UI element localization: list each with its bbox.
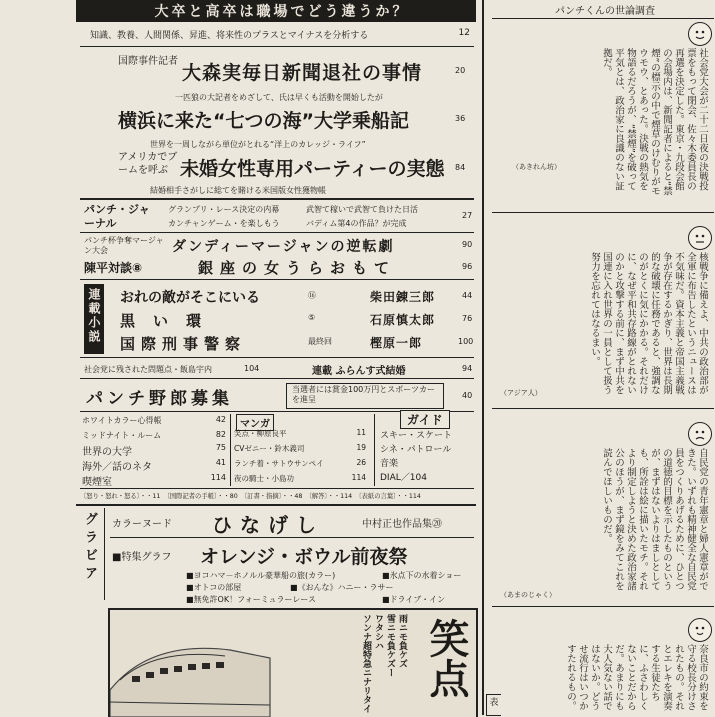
serial-num: 最終回 [308, 337, 332, 346]
opinion-sign: （アジア人） [500, 389, 542, 397]
gravure-credit: 中村正也作品集⑳ [362, 519, 442, 530]
serial-author: 石原慎太郎 [370, 313, 436, 327]
article-title: 大森実毎日新聞退社の事情 [182, 62, 423, 84]
serial-page: 100 [458, 337, 474, 346]
divider [80, 488, 474, 489]
column-item[interactable]: ミッドナイト・ルーム 82 [82, 430, 226, 440]
mahjong-kicker: パンチ杯争奪マージャン大会 [84, 236, 164, 255]
serial-author: 樫原一郎 [370, 336, 423, 350]
serial-page: 44 [462, 291, 473, 300]
misc-left-text: 社会党に残された問題点・飯島宇内 [84, 365, 212, 374]
train-illustration [110, 610, 476, 717]
taidan-title: 銀座の女うらおもて [198, 259, 397, 277]
article-kicker: アメリカでブームを呼ぶ [118, 152, 178, 176]
misc-left-page: 104 [244, 364, 260, 373]
square-icon: ■ [290, 583, 298, 592]
serial-num: ⑤ [308, 313, 316, 322]
journal-page: 27 [462, 211, 473, 220]
manga-item[interactable]: 笑点・柳原良平 11 [234, 428, 366, 438]
opinion-text: 奈良市の約束を守る校長分けされたもの。それとエレキを演奏する生徒たちに、ふさわしくないことだからだ。あまりにも大人気ない話ではないか。どうせ流行はいつかすたれるもの。 [565, 644, 708, 711]
illustration-line: 雪ニモ負ケズー [385, 614, 395, 677]
divider [80, 198, 474, 200]
gravure-kicker: ■特集グラフ [112, 552, 172, 563]
illustration-line: ワタシハ [373, 614, 383, 650]
manga-item[interactable]: ランチ着・サトウサンペイ 26 [234, 458, 366, 468]
divider [80, 46, 474, 47]
divider [80, 378, 474, 379]
face-icon [688, 422, 712, 446]
square-icon: ■ [186, 583, 194, 592]
serial-author: 柴田錬三郎 [370, 290, 436, 304]
column-item[interactable]: 海外／話のネタ 41 [82, 458, 226, 473]
guide-item[interactable]: スキー・スケート [380, 431, 453, 441]
gravure-label: グラビア [82, 512, 97, 584]
journal-item: 武智て稼いで武智て負けた日活 [306, 205, 418, 214]
serial-num: ⑯ [308, 291, 316, 300]
article-page: 84 [455, 163, 466, 172]
opinion-text: 社会党大会が二十二日夜の決戦投票をもって閉会、佐々木委員長の再選を決定した。東京・九段会館の会場内は、新聞記者によると“禁煙”の標示の中で煙草のけむりがモウモウ、とあった。決戦の熱気を物語るだろうが、“禁煙”を破って平気とは、政治家に良識のない証拠だ。 [601, 48, 708, 196]
gravure-item[interactable]: ■氷点下の水着ショー [382, 571, 462, 580]
footer-line: 〔怒り・怒れ・怒る〕・・11 〔国際記者の手帳〕・・80 〔訂書・指摘〕・・48 〔解答〕・・114 〔表紙の言葉〕・・114 [80, 493, 421, 500]
gravure-item[interactable]: ■ヨコハマ－ホノルル豪華船の旅(カラー) [186, 571, 336, 580]
journal-item: カンチャンゲーム・を楽しもう [168, 219, 280, 228]
mahjong-page: 90 [462, 240, 473, 249]
serial-title: おれの敵がそこにいる [120, 290, 260, 306]
square-icon: ■ [382, 571, 390, 580]
guide-item[interactable]: DIAL／104 [380, 473, 427, 483]
guide-item[interactable]: 音楽 [380, 459, 399, 469]
face-icon [688, 22, 712, 46]
manga-item[interactable]: CVゼニー・鈴木義司 19 [234, 443, 366, 453]
divider [76, 504, 476, 506]
gravure-item[interactable]: ■《おんな》ハニー・ラサー [290, 583, 394, 592]
article-page: 36 [455, 114, 466, 123]
face-icon [688, 226, 712, 250]
column-item[interactable]: 世界の大学 75 [82, 443, 226, 458]
divider [80, 279, 474, 280]
column-item[interactable]: 喫煙室 114 [82, 473, 226, 488]
taidan-label: 陳平対談⑧ [84, 261, 143, 275]
divider [110, 537, 474, 538]
divider [492, 212, 714, 213]
banner-subtitle-page: 12 [458, 28, 470, 38]
taidan-page: 96 [462, 262, 473, 271]
gravure-title: オレンジ・ボウル前夜祭 [200, 546, 408, 568]
article-kicker: 国際事件記者 [118, 56, 178, 67]
opinion-text: 自民党の青年憲章と婦人憲章ができた。いずれも精神健全な自民党員をつくりあげるために、ひとつの道徳的目標を示したものというが、まずはないよりはましとしても、所詮は絵に描いたモチ。それより制定しようと決めた政治家諸公のほうが、まず鏡をみてこれを読んでほしいものだ。 [601, 448, 708, 591]
right-heading-text: パンチくんの世論調査 [555, 6, 655, 17]
serial-page: 76 [462, 314, 473, 323]
article-desc: 一匹狼の大記者をめざして、氏は早くも活動を開始したが [175, 93, 383, 102]
square-icon: ■ [382, 595, 390, 604]
serial-title: 国際刑事警察 [120, 335, 247, 353]
opinion-text: 核戦争に備えよ、中共の政治部が全軍に布告したというニュースは不気味だ。資本主義と帝国主義戦争が存在するかぎり、世界は長期的な破壊に任務であると、強調なのがとくに気にかかる。それだけに、なぜ平和共存路線がとれないのかと攻撃する前に、まず中共を国連に入れ世界の一員として扱う努力を忘れてはなるまい。 [589, 252, 708, 395]
recruit-note: 当選者には賞金100万円とスポーツカーを進呈 [292, 385, 435, 404]
serial-label: 連載小説 [87, 288, 101, 344]
square-icon: ■ [112, 552, 122, 563]
guide-item[interactable]: シネ・パトロール [380, 445, 452, 455]
face-icon [688, 618, 712, 642]
recruit-page: 40 [462, 391, 473, 400]
banner-title: 大卒と高卒は職場でどう違うか？ [154, 4, 410, 20]
journal-item: バディム第4の作品？が完成 [306, 219, 407, 228]
serial-title: 黒い環 [120, 312, 220, 330]
illustration-line: ソンナ超特急ニナリタイ [361, 614, 371, 713]
opinion-sign: （あきれん坊） [512, 163, 561, 171]
guide-label: ガイド [400, 410, 450, 429]
divider [492, 606, 714, 607]
divider [492, 408, 714, 409]
gravure-item[interactable]: ■オトコの部屋 [186, 583, 242, 592]
journal-label: パンチ・ジャーナル [84, 203, 150, 230]
page-divider [482, 0, 484, 715]
article-desc: 世界を一周しながら単位がとれる“洋上のカレッジ・ライフ” [150, 140, 366, 149]
bottom-tab[interactable] [486, 694, 501, 716]
misc-right-page: 94 [462, 364, 473, 373]
banner-subtitle-text: 知識、教養、人間関係、昇進、将来性のプラスとマイナスを分析する [90, 31, 369, 41]
manga-label: マンガ [236, 414, 274, 431]
divider [492, 18, 714, 19]
bottom-tab-label: 表 [489, 698, 499, 708]
right-heading [496, 2, 714, 17]
article-desc: 結婚相手さがしに総てを賭ける米国版女性獲物帳 [150, 186, 326, 195]
journal-item: グランプリ・レース決定の内幕 [168, 205, 280, 214]
recruit-title: パンチ野郎募集 [86, 389, 233, 409]
article-page: 20 [455, 66, 466, 75]
illustration-line: 雨ニモ負ケズ [397, 614, 407, 668]
divider [80, 357, 474, 358]
gravure-title: ひなげし [212, 513, 324, 537]
banner-subtitle [90, 28, 470, 41]
manga-item[interactable]: 夜の騎士・小島功 114 [234, 473, 366, 483]
article-title: 横浜に来た“七つの海”大学乗船記 [118, 110, 409, 132]
square-icon: ■ [186, 571, 194, 580]
column-item[interactable]: ホワイトカラー心得帳 42 [82, 415, 226, 425]
illustration-title: 笑点 [423, 618, 470, 698]
divider [104, 508, 105, 600]
opinion-sign: （あまのじゃく） [500, 591, 556, 599]
mahjong-title: ダンディーマージャンの逆転劇 [172, 239, 395, 255]
divider [80, 232, 474, 233]
misc-right-text: 連載 ふらんす式結婚 [312, 366, 406, 377]
gravure-kicker: カラーヌード [112, 519, 172, 530]
square-icon: ■ [186, 595, 194, 604]
gravure-item[interactable]: ■ドライブ・イン [382, 595, 446, 604]
gravure-item[interactable]: ■無免許OK！フォーミュラーレース [186, 595, 316, 604]
article-title: 未婚女性専用パーティーの実態 [180, 158, 445, 180]
